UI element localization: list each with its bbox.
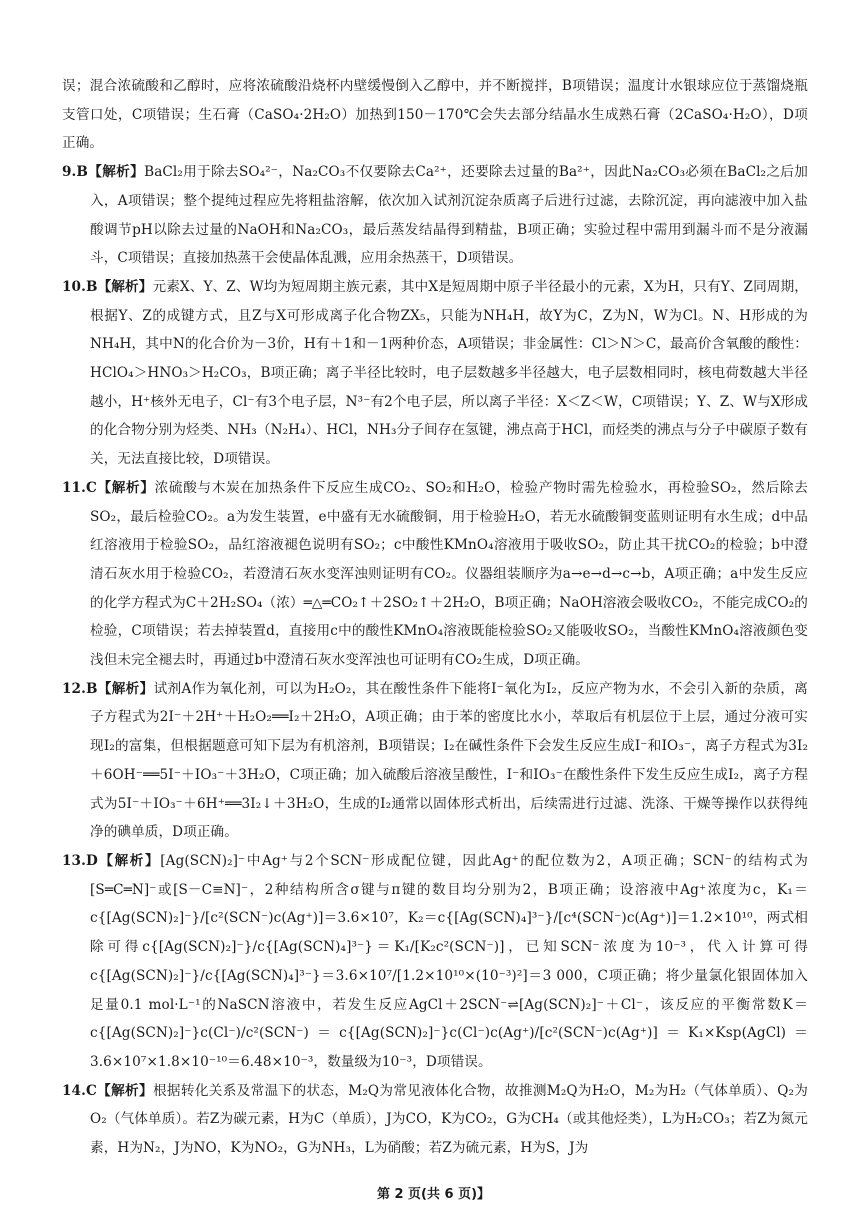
analysis-tag: 【解析】: [96, 1082, 153, 1099]
analysis-tag: 【解析】: [97, 278, 153, 295]
answer-item-14: [62, 1077, 808, 1163]
item-number: 14.: [62, 1082, 86, 1099]
paragraph-text: 误；混合浓硫酸和乙醇时，应将浓硫酸沿烧杯内壁缓慢倒入乙醇中，并不断搅拌，B项错误；温度计水银球应位于蒸馏烧瓶支管口处，C项错误；生石膏（CaSO₄·2H₂O）加热到150－170℃会失去部分结晶水生成熟石膏（2CaSO₄·H₂O），D项正确。: [62, 78, 808, 152]
answer-item-10: [62, 273, 808, 474]
answer-analysis-body: [62, 72, 808, 1163]
item-answer: B: [85, 278, 98, 295]
item-number: 13.: [62, 852, 86, 869]
item-number: 9.: [62, 164, 77, 181]
item-answer: D: [85, 852, 98, 869]
item-number: 10.: [62, 278, 86, 295]
analysis-text: 元素X、Y、Z、W均为短周期主族元素，其中X是短周期中原子半径最小的元素，X为H，只有Y、Z同周期，根据Y、Z的成键方式，且Z与X可形成离子化合物ZX₅，只能为NH₄H，故Y为C，Z为N，W为Cl。N、H形成的为NH₄H，其中N的化合价为－3价，H有＋1和－1两种价态，A项错误；非金属性：Cl＞N＞C，最高价含氧酸的酸性：HClO₄＞HNO₃＞H₂CO₃，B项正确；离子半径比较时，电子层数越多半径越大，电子层数相同时，核电荷数越大半径越小，H⁺核外无电子，Cl⁻有3个电子层，N³⁻有2个电子层，所以离子半径：X＜Z＜W，C项错误；Y、Z、W与X形成的化合物分别为烃类、NH₃（N₂H₄）、HCl，NH₃分子间存在氢键，沸点高于HCl，而烃类的沸点与分子中碳原子数有关，无法直接比较，D项错误。: [90, 278, 808, 468]
answer-item-9: [62, 158, 808, 273]
item-answer: C: [85, 479, 97, 496]
answer-item-11: [62, 474, 808, 675]
analysis-tag: 【解析】: [88, 164, 145, 181]
answer-item-12: [62, 675, 808, 847]
item-answer: C: [85, 1082, 97, 1099]
item-number: 11.: [62, 479, 86, 496]
answer-item-13: [62, 847, 808, 1077]
analysis-text: 浓硫酸与木炭在加热条件下反应生成CO₂、SO₂和H₂O，检验产物时需先检验水，再检验SO₂，然后除去SO₂，最后检验CO₂。a为发生装置，e中盛有无水硫酸铜，用于检验H₂O，若无水硫酸铜变蓝则证明有水生成；d中品红溶液用于检验SO₂，品红溶液褪色说明有SO₂；c中酸性KMnO₄溶液用于吸收SO₂，防止其干扰CO₂的检验；b中澄清石灰水用于检验CO₂，若澄清石灰水变浑浊则证明有CO₂。仪器组装顺序为a→e→d→c→b，A项正确；a中发生反应的化学方程式为C＋2H₂SO₄（浓）═△═CO₂↑＋2SO₂↑＋2H₂O，B项正确；NaOH溶液会吸收CO₂，不能完成CO₂的检验，C项错误；若去掉装置d，直接用c中的酸性KMnO₄溶液既能检验SO₂又能吸收SO₂，当酸性KMnO₄溶液颜色变浅但未完全褪去时，再通过b中澄清石灰水变浑浊也可证明有CO₂生成，D项正确。: [90, 479, 809, 669]
analysis-text: 根据转化关系及常温下的状态，M₂Q为常见液体化合物，故推测M₂Q为H₂O，M₂为H₂（气体单质）、Q₂为O₂（气体单质）。若Z为碳元素，H为C（单质），J为CO，K为CO₂，G为CH₄（或其他烃类），L为H₂CO₃；若Z为氮元素，H为N₂，J为NO，K为NO₂，G为NH₃，L为硝酸；若Z为硫元素，H为S，J为: [90, 1082, 808, 1157]
analysis-tag: 【解析】: [97, 852, 161, 869]
analysis-tag: 【解析】: [97, 680, 154, 697]
page-footer: 第 2 页(共 6 页)】: [376, 1187, 491, 1202]
item-answer: B: [76, 164, 88, 181]
analysis-text: BaCl₂用于除去SO₄²⁻，Na₂CO₃不仅要除去Ca²⁺，还要除去过量的Ba²⁺，因此Na₂CO₃必须在BaCl₂之后加入，A项错误；整个提纯过程应先将粗盐溶解，依次加入试剂沉淀杂质离子后进行过滤，去除沉淀，再向滤液中加入盐酸调节pH以除去过量的NaOH和Na₂CO₃，最后蒸发结晶得到精盐，B项正确；实验过程中需用到漏斗而不是分液漏斗，C项错误；直接加热蒸干会使晶体乱溅，应用余热蒸干，D项错误。: [90, 164, 808, 267]
analysis-text: 试剂A作为氧化剂，可以为H₂O₂，其在酸性条件下能将I⁻氧化为I₂，反应产物为水，不会引入新的杂质，离子方程式为2I⁻＋2H⁺＋H₂O₂══I₂＋2H₂O，A项正确；由于苯的密度比水小，萃取后有机层位于上层，通过分液可实现I₂的富集，但根据题意可知下层为有机溶剂，B项错误；I₂在碱性条件下会发生反应生成I⁻和IO₃⁻，离子方程式为3I₂＋6OH⁻══5I⁻＋IO₃⁻＋3H₂O，C项正确；加入硫酸后溶液呈酸性，I⁻和IO₃⁻在酸性条件下发生反应生成I₂，离子方程式为5I⁻＋IO₃⁻＋6H⁺══3I₂↓＋3H₂O，生成的I₂通常以固体形式析出，后续需进行过滤、洗涤、干燥等操作以获得纯净的碘单质，D项正确。: [90, 680, 808, 841]
continuation-paragraph: [62, 72, 808, 158]
item-answer: B: [85, 680, 98, 697]
item-number: 12.: [62, 680, 86, 697]
analysis-text: [Ag(SCN)₂]⁻中Ag⁺与2个SCN⁻形成配位键，因此Ag⁺的配位数为2，A项正确；SCN⁻的结构式为[S═C═N]⁻或[S－C≡N]⁻，2种结构所含σ键与π键的数目均分别为2，B项正确；设溶液中Ag⁺浓度为c，K₁＝c{[Ag(SCN)₂]⁻}/[c²(SCN⁻)c(Ag⁺)]＝3.6×10⁷，K₂＝c{[Ag(SCN)₄]³⁻}/[c⁴(SCN⁻)c(Ag⁺)]＝1.2×10¹⁰，两式相除可得c{[Ag(SCN)₂]⁻}/c{[Ag(SCN)₄]³⁻}＝K₁/[K₂c²(SCN⁻)]，已知SCN⁻浓度为10⁻³，代入计算可得c{[Ag(SCN)₂]⁻}/c{[Ag(SCN)₄]³⁻}＝3.6×10⁷/[1.2×10¹⁰×(10⁻³)²]＝3 000，C项正确；将少量氯化银固体加入足量0.1 mol·L⁻¹的NaSCN溶液中，若发生反应AgCl＋2SCN⁻⇌[Ag(SCN)₂]⁻＋Cl⁻，该反应的平衡常数K＝c{[Ag(SCN)₂]⁻}c(Cl⁻)/c²(SCN⁻)＝c{[Ag(SCN)₂]⁻}c(Cl⁻)c(Ag⁺)/[c²(SCN⁻)c(Ag⁺)]＝K₁×Ksp(AgCl)＝3.6×10⁷×1.8×10⁻¹⁰＝6.48×10⁻³，数量级为10⁻³，D项错误。: [90, 852, 809, 1070]
analysis-tag: 【解析】: [96, 479, 155, 496]
